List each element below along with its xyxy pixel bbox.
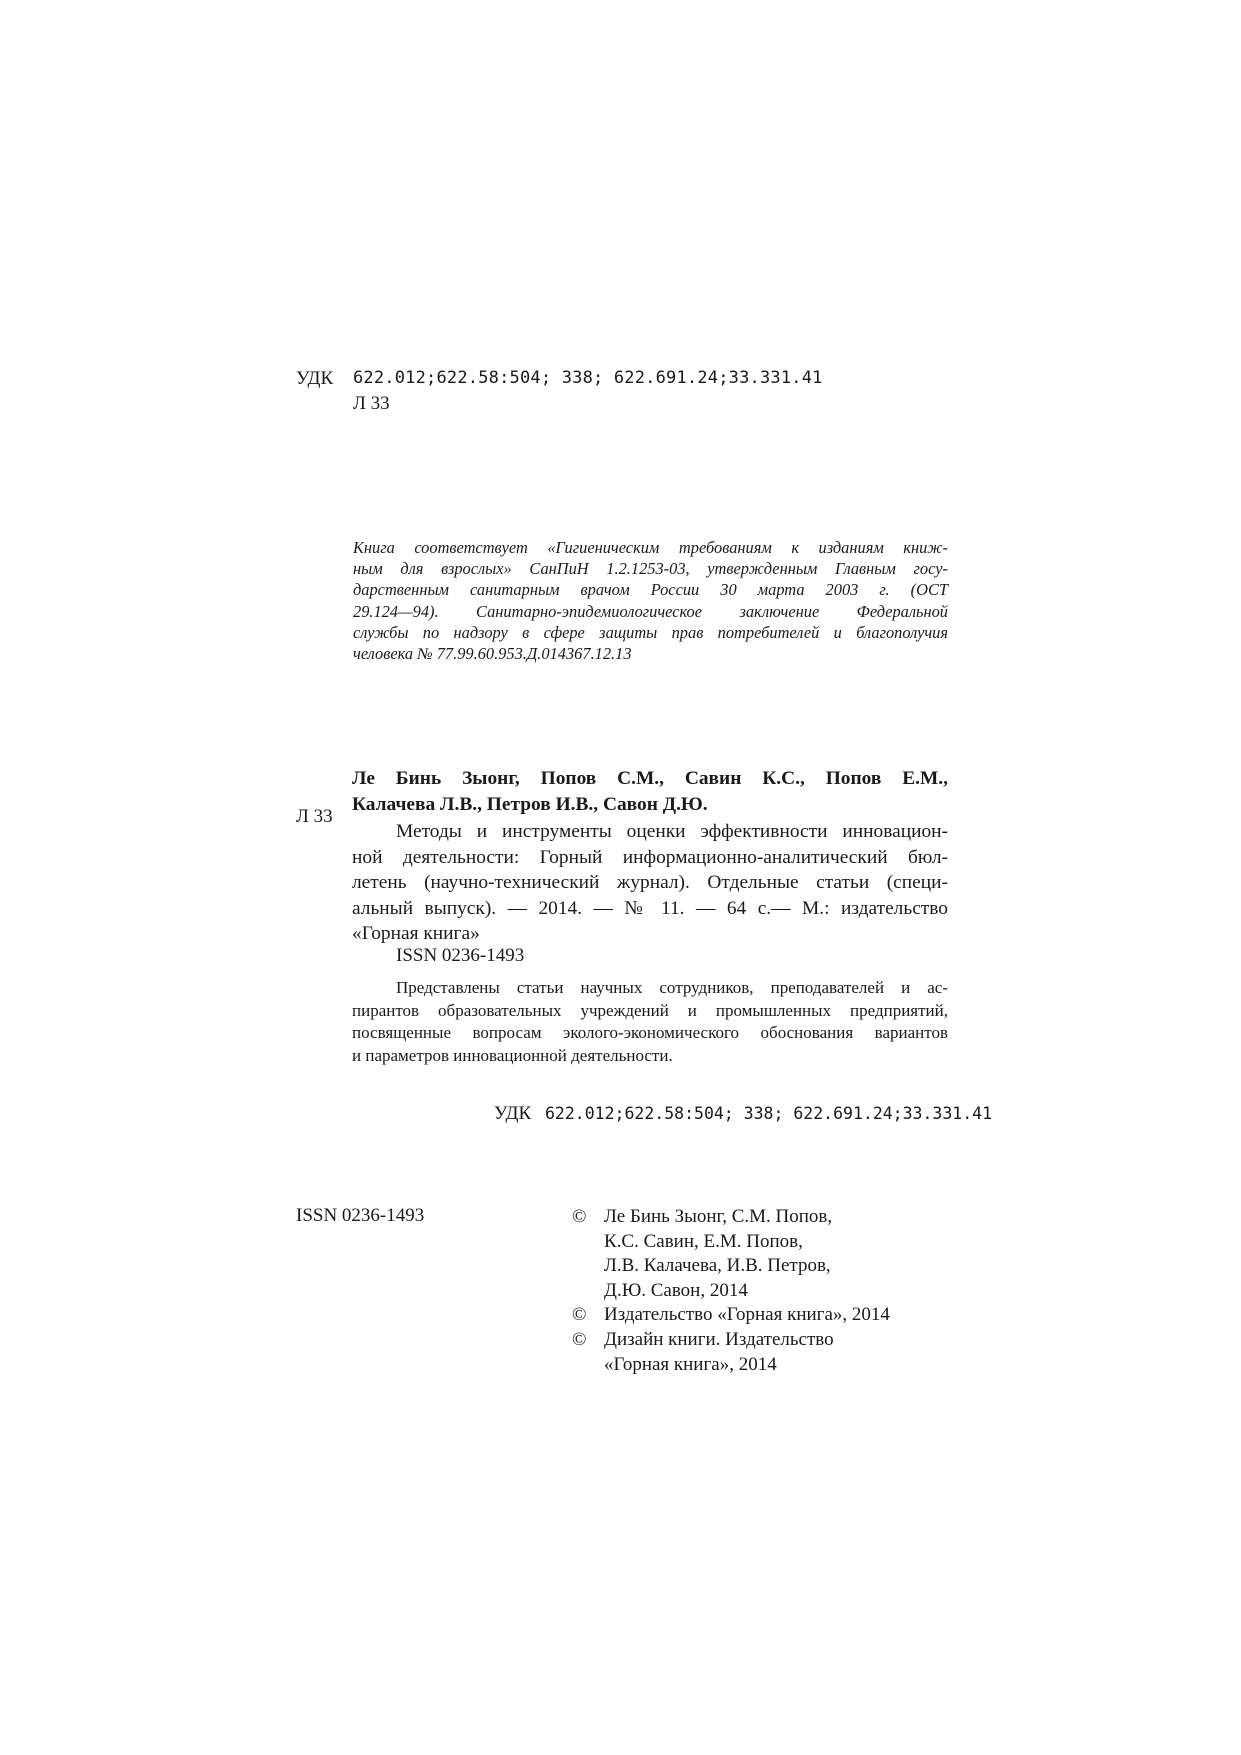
hygiene-line: Книга соответствует «Гигиеническим требованиям к изданиям книж- xyxy=(353,538,948,557)
description-line: «Горная книга» xyxy=(352,923,480,945)
copyright-authors xyxy=(572,1205,952,1303)
udk-codes-bottom: 622.012;622.58:504; 338; 622.691.24;33.331.41 xyxy=(545,1104,993,1123)
annotation-line: посвященные вопросам эколого-экономического обоснования вариантов xyxy=(352,1023,948,1042)
annotation-line: Представлены статьи научных сотрудников, преподавателей и ас- xyxy=(396,978,948,997)
hygiene-notice xyxy=(353,537,948,664)
authors-line: Ле Бинь Зыонг, Попов С.М., Савин К.С., Попов Е.М., xyxy=(352,768,948,789)
copyright-design xyxy=(572,1328,952,1377)
copyright-publisher xyxy=(572,1303,952,1328)
copyright-line: Ле Бинь Зыонг, С.М. Попов, xyxy=(604,1206,833,1227)
hygiene-line: человека № 77.99.60.953.Д.014367.12.13 xyxy=(353,644,632,664)
authors-line: Калачева Л.В., Петров И.В., Савон Д.Ю. xyxy=(352,794,708,815)
hygiene-line: дарственным санитарным врачом России 30 марта 2003 г. (ОСТ xyxy=(353,580,948,600)
issn-center: ISSN 0236-1493 xyxy=(396,945,525,966)
authors-list xyxy=(352,766,948,818)
udk-label-bottom: УДК xyxy=(494,1103,532,1124)
hygiene-line: ным для взрослых» СанПиН 1.2.1253-03, утвержденным Главным госу- xyxy=(353,559,948,579)
description-line: Методы и инструменты оценки эффективности инновацион- xyxy=(396,821,948,842)
copyright-icon: © xyxy=(572,1206,587,1227)
book-description xyxy=(352,819,948,947)
copyright-icon: © xyxy=(572,1304,587,1326)
copyright-line: Д.Ю. Савон, 2014 xyxy=(604,1279,748,1301)
copyright-block xyxy=(572,1205,952,1377)
annotation-line: пирантов образовательных учреждений и промышленных предприятий, xyxy=(352,1000,948,1020)
udk-codes-top: 622.012;622.58:504; 338; 622.691.24;33.331.41 xyxy=(353,368,823,388)
copyright-line: Издательство «Горная книга», 2014 xyxy=(604,1304,890,1326)
description-line: альный выпуск). — 2014. — № 11. — 64 с.— М.: издательство xyxy=(352,897,948,919)
copyright-line: «Горная книга», 2014 xyxy=(604,1353,777,1375)
author-sign-top: Л 33 xyxy=(353,393,390,414)
udk-label-top: УДК xyxy=(296,368,334,389)
issn-bottom: ISSN 0236-1493 xyxy=(296,1205,425,1226)
hygiene-line: службы по надзору в сфере защиты прав потребителей и благополучия xyxy=(353,622,948,642)
copyright-line: К.С. Савин, Е.М. Попов, xyxy=(604,1230,803,1252)
description-line: летень (научно-технический журнал). Отдельные статьи (специ- xyxy=(352,872,948,894)
copyright-line: Л.В. Калачева, И.В. Петров, xyxy=(604,1255,831,1277)
annotation xyxy=(352,977,948,1067)
annotation-line: и параметров инновационной деятельности. xyxy=(352,1045,673,1065)
hygiene-line: 29.124—94). Санитарно-эпидемиологическое заключение Федеральной xyxy=(353,601,948,621)
copyright-icon: © xyxy=(572,1328,587,1350)
author-sign-side: Л 33 xyxy=(296,806,333,827)
description-line: ной деятельности: Горный информационно-аналитический бюл- xyxy=(352,846,948,868)
copyright-line: Дизайн книги. Издательство xyxy=(604,1328,834,1350)
